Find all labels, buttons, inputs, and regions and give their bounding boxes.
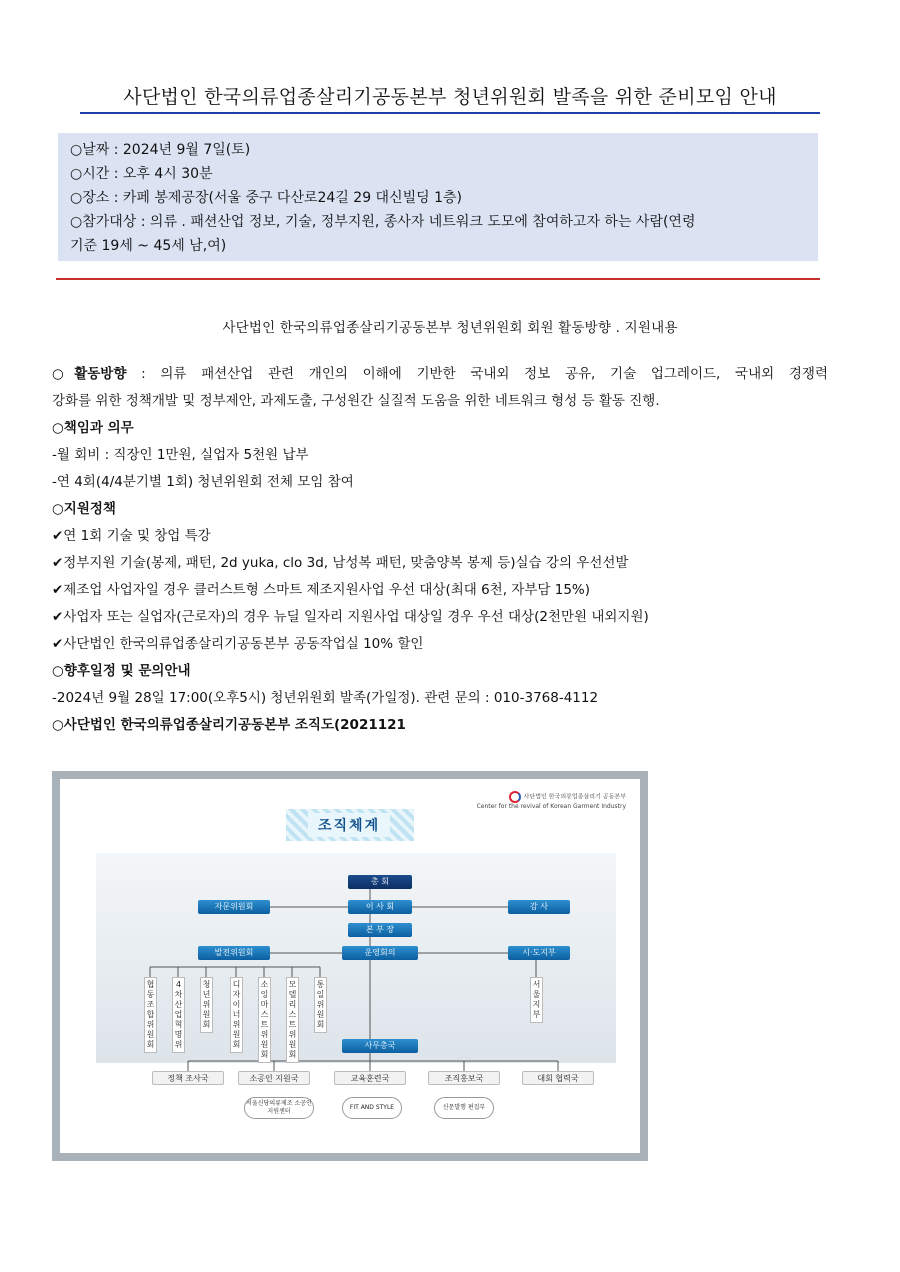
support-item: ✔제조업 사업자일 경우 클러스트형 스마트 제조지원사업 우선 대상(최대 6천, 자부담 15%) [52, 582, 590, 598]
bureau-box: 대회 협력국 [522, 1071, 594, 1085]
schedule-heading: ○향후일정 및 문의안내 [52, 663, 191, 679]
org-chart-image [52, 771, 648, 1161]
bureau-box: 정책 조사국 [152, 1071, 224, 1085]
secretariat-box: 사무총국 [342, 1039, 418, 1053]
duty-meeting: -연 4회(4/4분기별 1회) 청년위원회 전체 모임 참여 [52, 474, 354, 490]
committee-box: 청 년 위 원 회 [200, 977, 213, 1033]
activity-text: : 의류 패션산업 관련 개인의 이해에 기반한 국내외 정보 공유, 기술 업그레이드, 국내외 경쟁력 [126, 366, 828, 382]
development-committee-box: 발전위원회 [198, 946, 270, 960]
general-assembly-box: 총 회 [348, 875, 412, 889]
support-item: ✔정부지원 기술(봉제, 패턴, 2d yuka, clo 3d, 남성복 패턴, 맞춤양복 봉제 등)실습 강의 우선선발 [52, 555, 629, 571]
event-info-box [58, 133, 818, 261]
duty-fee: -월 회비 : 직장인 1만원, 실업자 5천원 납부 [52, 447, 309, 463]
org-logo: 사단법인 한국의류업종살리기 공동본부 Center for the revival of Korean Garment Industry [477, 791, 626, 810]
page-title: 사단법인 한국의류업종살리기공동본부 청년위원회 발족을 위한 준비모임 안내 [123, 86, 777, 108]
audit-box: 감 사 [508, 900, 570, 914]
center-oval: FIT AND STYLE [342, 1097, 402, 1119]
duty-heading: ○책임과 의무 [52, 420, 134, 436]
activity-line-2: 강화를 위한 정책개발 및 정부제안, 과제도출, 구성원간 실질적 도움을 위한 네트워크 형성 등 활동 진행. [52, 393, 660, 409]
schedule-item: -2024년 9월 28일 17:00(오후5시) 청년위원회 발족(가일정). 관련 문의 : 010-3768-4112 [52, 690, 599, 706]
bureau-box: 교육훈련국 [334, 1071, 406, 1085]
event-place: ○장소 : 카페 봉제공장(서울 중구 다산로24길 29 대신빌딩 1층) [70, 190, 462, 206]
headquarters-box: 본 부 장 [348, 923, 412, 937]
board-box: 이 사 회 [348, 900, 412, 914]
advisory-committee-box: 자문위원회 [198, 900, 270, 914]
title-underline [80, 112, 820, 114]
center-oval: 신문발행 편집부 [434, 1097, 494, 1119]
committee-box: 협 동 조 합 위 원 회 [144, 977, 157, 1053]
section-subtitle: 사단법인 한국의류업종살리기공동본부 청년위원회 회원 활동방향 . 지원내용 [222, 320, 678, 336]
center-oval: 서울신당의류제조 소공인지원센터 [244, 1097, 314, 1119]
support-heading: ○지원정책 [52, 501, 116, 517]
bureau-box: 소공인 지원국 [238, 1071, 310, 1085]
committee-box: 디 자 이 너 위 원 회 [230, 977, 243, 1053]
bureau-box: 조직홍보국 [428, 1071, 500, 1085]
org-chart-heading: ○사단법인 한국의류업종살리기공동본부 조직도(2021121 [52, 717, 406, 733]
event-target: ○참가대상 : 의류 . 패션산업 정보, 기술, 정부지원, 종사자 네트워크 도모에 참여하고자 하는 사람(연령 [70, 214, 696, 230]
event-target-age: 기준 19세 ~ 45세 남,여) [70, 238, 227, 254]
committee-box: 4 차 산 업 혁 명 위 [172, 977, 185, 1053]
body-content [52, 361, 828, 739]
activity-line-1 [52, 361, 828, 388]
org-banner: 조직체계 [286, 809, 414, 841]
event-date: ○날짜 : 2024년 9월 7일(토) [70, 142, 251, 158]
committee-box: 소 잉 마 스 트 위 원 회 [258, 977, 271, 1063]
regional-branch-box: 시·도지부 [508, 946, 570, 960]
support-item: ✔연 1회 기술 및 창업 특강 [52, 528, 211, 544]
operations-meeting-box: 운영회의 [342, 946, 418, 960]
committee-box: 통 일 위 원 회 [314, 977, 327, 1033]
support-item: ✔사단법인 한국의류업종살리기공동본부 공동작업실 10% 할인 [52, 636, 424, 652]
section-divider [56, 278, 820, 280]
seoul-branch-box: 서 울 지 부 [530, 977, 543, 1023]
support-item: ✔사업자 또는 실업자(근로자)의 경우 뉴딜 일자리 지원사업 대상일 경우 우선 대상(2천만원 내외지원) [52, 609, 649, 625]
event-time: ○시간 : 오후 4시 30분 [70, 166, 213, 182]
activity-heading: ○활동방향 [52, 366, 127, 382]
committee-box: 모 델 리 스 트 위 원 회 [286, 977, 299, 1063]
